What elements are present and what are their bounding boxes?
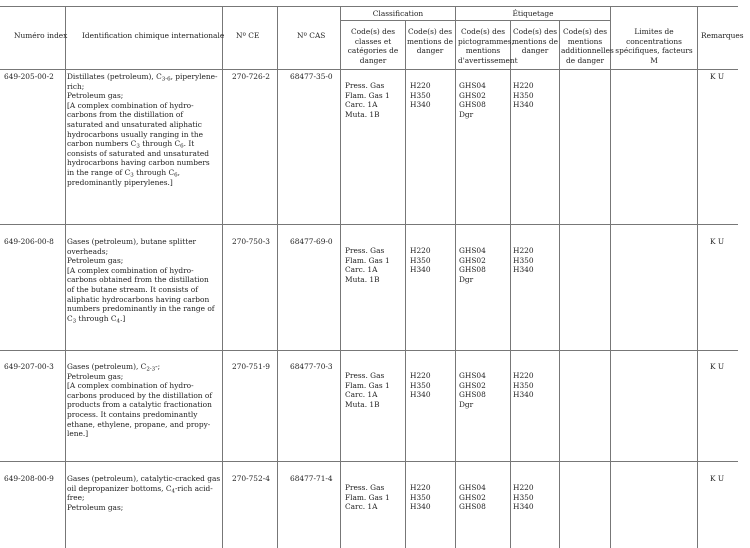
hazard-classes-line: Flam. Gas 1 (345, 255, 390, 265)
identification (67, 72, 218, 187)
hazard-mentions-line: H220 (410, 371, 431, 380)
identification-line: overheads; (67, 246, 109, 256)
label-mentions-line: H340 (513, 502, 534, 512)
pictograms-line: GHS04 (459, 81, 486, 90)
identification-line: Petroleum gas; (67, 256, 124, 266)
identification-line: hydrocarbons usually ranging in the (67, 129, 203, 139)
pictograms-line: GHS08 (459, 390, 486, 400)
pictograms (459, 483, 486, 512)
label-mentions (513, 483, 534, 512)
hazard-mentions-line: H350 (410, 255, 431, 265)
remarques: K U (710, 237, 725, 246)
label-mentions-line: H340 (513, 390, 534, 400)
hazard-mentions-line: H340 (410, 265, 431, 275)
header-pictogrammes: Code(s) des pictogrammes, mentions d'avertissement (458, 27, 518, 65)
header-n-cas: Nº CAS (297, 31, 326, 40)
identification-line: carbons produced by the distillation of (67, 390, 213, 400)
identification-line: hydrocarbons having carbon numbers (67, 158, 210, 168)
numero-index: 649-208-00-9 (4, 474, 54, 483)
identification-line: [A complex combination of hydro- (67, 100, 194, 110)
hazard-classes (345, 81, 390, 119)
identification-line: ethane, ethylene, propane, and propy- (67, 419, 211, 429)
hazard-classes-line: Carc. 1A (345, 265, 378, 275)
pictograms-line: GHS04 (459, 483, 486, 492)
header-remarques: Remarques (701, 31, 744, 40)
column-rule (222, 6, 223, 548)
row-divider (0, 461, 738, 462)
pictograms-line: GHS04 (459, 246, 486, 255)
pictograms-line: Dgr (459, 274, 474, 284)
pictograms-line: GHS08 (459, 100, 486, 110)
identification-line: numbers predominantly in the range of (67, 304, 215, 314)
pictograms (459, 371, 486, 409)
column-rule (340, 6, 341, 548)
hazard-classes-line: Press. Gas (345, 81, 385, 90)
identification-line: of the butane stream. It consists of (67, 284, 198, 294)
pictograms (459, 246, 486, 284)
identification-line: Petroleum gas; (67, 91, 124, 101)
pictograms-line: GHS02 (459, 492, 486, 502)
label-mentions-line: H340 (513, 100, 534, 110)
pictograms-line: GHS02 (459, 255, 486, 265)
n-ce: 270-726-2 (232, 72, 270, 81)
label-mentions-line: H220 (513, 81, 534, 90)
pictograms-line: GHS08 (459, 265, 486, 275)
identification-line: lene.] (67, 429, 89, 439)
identification-line: Petroleum gas; (67, 502, 124, 512)
label-mentions (513, 246, 534, 275)
identification-line: free; (67, 493, 85, 503)
identification-line: in the range of $C_3$ through $C_6$, (67, 167, 180, 179)
n-ce: 270-751-9 (232, 362, 270, 371)
group-header-rule (340, 20, 610, 21)
hazard-mentions-line: H220 (410, 483, 431, 492)
identification-line: products from a catalytic fractionation (67, 400, 212, 410)
pictograms-line: GHS08 (459, 502, 486, 512)
remarques: K U (710, 474, 725, 483)
hazard-mentions-line: H350 (410, 492, 431, 502)
hazard-classes-line: Press. Gas (345, 483, 385, 492)
n-ce: 270-752-4 (232, 474, 270, 483)
label-mentions-line: H220 (513, 246, 534, 255)
hazard-mentions-line: H350 (410, 90, 431, 100)
identification-line: carbons from the distillation of (67, 110, 184, 120)
row-divider (0, 350, 738, 351)
label-mentions-line: H220 (513, 371, 534, 380)
label-mentions-line: H350 (513, 380, 534, 390)
column-rule (65, 6, 66, 548)
hazard-mentions (410, 246, 431, 275)
header-n-ce: Nº CE (236, 31, 260, 40)
hazard-classes-line: Flam. Gas 1 (345, 90, 390, 100)
hazard-mentions-line: H340 (410, 390, 431, 400)
identification-line: rich; (67, 81, 85, 91)
remarques: K U (710, 362, 725, 371)
header-etiq-mentions: Code(s) des mentions de danger (512, 27, 558, 56)
column-rule (455, 6, 456, 548)
hazard-classes-line: Carc. 1A (345, 390, 378, 400)
label-mentions-line: H340 (513, 265, 534, 275)
hazard-classes-line: Muta. 1B (345, 109, 380, 119)
numero-index: 649-205-00-2 (4, 72, 54, 81)
column-rule (405, 20, 406, 548)
pictograms-line: GHS04 (459, 371, 486, 380)
header-identification: Identification chimique internationale (82, 31, 225, 40)
header-class-codes: Code(s) des classes et catégories de danger (347, 27, 399, 65)
header-class-mentions: Code(s) des mentions de danger (407, 27, 453, 56)
n-cas: 68477-71-4 (290, 474, 333, 483)
header-classification: Classification (372, 9, 424, 18)
hazard-mentions-line: H340 (410, 502, 431, 512)
hazard-classes-line: Flam. Gas 1 (345, 380, 390, 390)
column-rule (277, 6, 278, 548)
identification-line: oil depropanizer bottoms, $C_4$-rich acid- (67, 483, 213, 495)
identification (67, 474, 220, 512)
hazard-mentions-line: H220 (410, 246, 431, 255)
label-mentions-line: H220 (513, 483, 534, 492)
hazard-classes-line: Press. Gas (345, 371, 385, 380)
n-cas: 68477-69-0 (290, 237, 333, 246)
identification-line: Distillates (petroleum), $C_{3-6}$, piperylene- (67, 72, 218, 83)
pictograms-line: GHS02 (459, 380, 486, 390)
label-mentions (513, 81, 534, 110)
identification-line: carbons obtained from the distillation (67, 275, 209, 285)
column-rule (510, 20, 511, 548)
hazard-classes (345, 483, 390, 512)
pictograms-line: Dgr (459, 399, 474, 409)
identification-line: Petroleum gas; (67, 371, 124, 381)
hazard-classes-line: Carc. 1A (345, 100, 378, 110)
remarques: K U (710, 72, 725, 81)
identification-line: Gases (petroleum), catalytic-cracked gas (67, 474, 221, 483)
identification-line: [A complex combination of hydro- (67, 265, 194, 275)
numero-index: 649-206-00-8 (4, 237, 54, 246)
hazard-mentions-line: H350 (410, 380, 431, 390)
identification-line: $C_3$ through $C_4$.] (67, 313, 126, 325)
table-top-rule (0, 6, 738, 7)
label-mentions (513, 371, 534, 400)
n-ce: 270-750-3 (232, 237, 270, 246)
hazard-classes (345, 246, 390, 284)
header-numero-index: Numéro index (14, 31, 68, 40)
identification-line: saturated and unsaturated aliphatic (67, 119, 202, 129)
hazard-classes (345, 371, 390, 409)
header-bottom-rule (0, 69, 738, 70)
identification-line: Gases (petroleum), $C_{2-3}-$; (67, 362, 161, 373)
identification-line: process. It contains predominantly (67, 409, 198, 419)
hazard-mentions (410, 483, 431, 512)
identification-line: [A complex combination of hydro- (67, 381, 194, 391)
hazard-mentions-line: H340 (410, 100, 431, 110)
header-additionnelles: Code(s) des mentions additionnelles de danger (561, 27, 614, 65)
identification (67, 362, 212, 439)
column-rule (610, 6, 611, 548)
hazard-classes-line: Carc. 1A (345, 502, 378, 512)
row-divider (0, 224, 738, 225)
pictograms (459, 81, 486, 119)
identification-line: carbon numbers $C_3$ through $C_6$. It (67, 139, 195, 150)
header-etiquetage: Étiquetage (512, 9, 554, 18)
header-limites: Limites de concentrations spécifiques, facteurs M (615, 27, 693, 65)
label-mentions-line: H350 (513, 90, 534, 100)
hazard-mentions-line: H220 (410, 81, 431, 90)
identification-line: aliphatic hydrocarbons having carbon (67, 294, 210, 304)
column-rule (559, 20, 560, 548)
hazard-classes-line: Press. Gas (345, 246, 385, 255)
pictograms-line: Dgr (459, 109, 474, 119)
column-rule (697, 6, 698, 548)
hazard-classes-line: Muta. 1B (345, 399, 380, 409)
identification-line: Gases (petroleum), butane splitter (67, 237, 197, 246)
hazard-mentions (410, 81, 431, 110)
identification-line: consists of saturated and unsaturated (67, 148, 209, 158)
numero-index: 649-207-00-3 (4, 362, 54, 371)
hazard-mentions (410, 371, 431, 400)
hazard-classes-line: Flam. Gas 1 (345, 492, 390, 502)
identification (67, 237, 215, 323)
pictograms-line: GHS02 (459, 90, 486, 100)
hazard-classes-line: Muta. 1B (345, 274, 380, 284)
label-mentions-line: H350 (513, 255, 534, 265)
identification-line: predominantly piperylenes.] (67, 177, 173, 187)
n-cas: 68477-70-3 (290, 362, 333, 371)
label-mentions-line: H350 (513, 492, 534, 502)
n-cas: 68477-35-0 (290, 72, 333, 81)
